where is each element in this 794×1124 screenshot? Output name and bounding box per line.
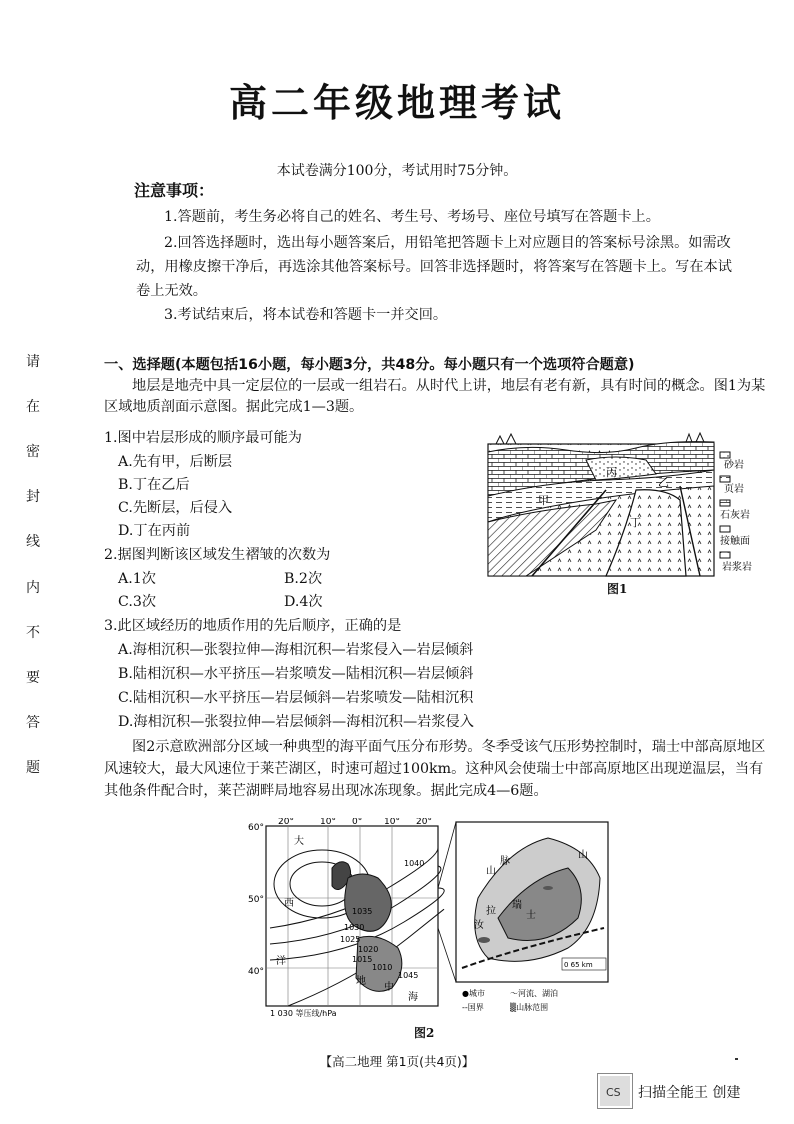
- margin-char: 不: [26, 624, 40, 641]
- margin-char: 请: [26, 354, 40, 370]
- question-1-stem: 1.图中岩层形成的顺序最可能为: [104, 430, 302, 446]
- map-text: 大: [294, 836, 304, 847]
- isobar-label: 1040: [404, 859, 425, 868]
- question-3-option-c: C.陆相沉积—水平挤压—岩层倾斜—岩浆喷发—陆相沉积: [118, 690, 474, 706]
- inset-legend-city: ●城市: [462, 989, 485, 998]
- isobar-label: 1010: [372, 963, 393, 972]
- margin-char: 要: [26, 669, 40, 686]
- inset-text: 士: [526, 910, 536, 921]
- geologic-section-figure: [486, 430, 764, 590]
- margin-char: 密: [26, 444, 40, 461]
- inset-legend-border: --国界: [462, 1003, 484, 1012]
- lon-label: 10°: [384, 818, 400, 827]
- lon-label: 0°: [352, 818, 363, 827]
- section-heading: 一、选择题(本题包括16小题，每小题3分，共48分。每小题只有一个选项符合题意): [104, 357, 635, 373]
- map-text: 地: [356, 976, 366, 987]
- inset-text: 瑞: [512, 900, 522, 911]
- inset-text: 拉: [486, 906, 496, 917]
- map-text: 洋: [276, 956, 286, 967]
- margin-char: 内: [26, 579, 40, 596]
- exam-title: 高二年级地理考试: [228, 81, 565, 125]
- lat-label: 60°: [248, 823, 264, 833]
- inset-text: 脉: [500, 856, 510, 867]
- inset-legend-mountain: ▒山脉范围: [510, 1003, 549, 1012]
- legend-swatch-sandstone: [720, 452, 730, 458]
- exam-subtitle: 本试卷满分100分，考试用时75分钟。: [276, 163, 518, 179]
- scanner-logo-text: CS: [606, 1086, 621, 1099]
- intro-paragraph-2: 图2示意欧洲部分区域一种典型的海平面气压分布形势。冬季受该气压形势控制时，瑞士中部高原地区风速较大，最大风速位于莱芒湖区，时速可超过100km。这种风会使瑞士中部高原地区出现逆温层，当有其他条件配合时，莱芒湖畔局地容易出现冰冻现象。据此完成4—6题。: [104, 739, 766, 799]
- lon-label: 20°: [416, 818, 432, 827]
- inset-legend-river: ～河流、湖泊: [510, 989, 558, 998]
- legend-swatch-contact: [720, 526, 730, 532]
- question-3-stem: 3.此区域经历的地质作用的先后顺序，正确的是: [104, 618, 402, 634]
- question-1-option-c: C.先断层，后侵入: [118, 500, 233, 516]
- legend-shale: 页岩: [724, 484, 744, 495]
- isobar-label: 1020: [358, 945, 379, 954]
- figure-2-caption: 图2: [414, 1026, 435, 1040]
- notice-heading: 注意事项：: [134, 181, 215, 200]
- map-text: 西: [284, 898, 294, 909]
- scanner-logo-icon: [597, 1073, 633, 1109]
- question-2-option-d: D.4次: [284, 594, 323, 610]
- lon-label: 20°: [278, 818, 294, 827]
- label-ding: 丁: [630, 516, 641, 529]
- question-3-option-d: D.海相沉积—张裂拉伸—岩层倾斜—海相沉积—岩浆侵入: [118, 714, 474, 730]
- legend-contact-surface: 接触面: [720, 536, 750, 547]
- legend-igneous-rock: 岩浆岩: [722, 562, 752, 573]
- map-text: 中: [384, 982, 394, 993]
- legend-swatch-shale: [720, 476, 730, 482]
- question-3-option-b: B.陆相沉积—水平挤压—岩浆喷发—陆相沉积—岩层倾斜: [118, 666, 474, 682]
- isobar-label: 1030: [344, 923, 365, 932]
- label-yi: 乙: [658, 476, 669, 489]
- margin-char: 题: [26, 759, 40, 776]
- inset-text: 山: [486, 866, 496, 877]
- lon-label: 10°: [320, 818, 336, 827]
- margin-char: 封: [26, 489, 40, 506]
- question-1-option-b: B.丁在乙后: [118, 477, 190, 493]
- notice-item-3: 3.考试结束后，将本试卷和答题卡一并交回。: [164, 307, 448, 323]
- isobar-label: 1035: [352, 907, 373, 916]
- question-1-option-a: A.先有甲，后断层: [118, 454, 233, 470]
- notice-item-2: 2.回答选择题时，选出每小题答案后，用铅笔把答题卡上对应题目的答案标号涂黑。如需改动，用橡皮擦干净后，再选涂其他答案标号。回答非选择题时，将答案写在答题卡上。写在本试卷上无效。: [136, 235, 732, 299]
- scanner-watermark: 扫描全能王 创建: [638, 1085, 741, 1101]
- label-bing: 丙: [606, 466, 617, 479]
- question-2-stem: 2.据图判断该区域发生褶皱的次数为: [104, 547, 331, 563]
- stray-mark: [735, 1058, 738, 1060]
- question-1-option-d: D.丁在丙前: [118, 523, 191, 539]
- isobar-legend: 1 030 等压线/hPa: [270, 1009, 337, 1018]
- isobar-label: 1025: [340, 935, 361, 944]
- isobar-label: 1015: [352, 955, 373, 964]
- margin-char: 在: [26, 399, 40, 416]
- page-footer: 【高二地理 第1页(共4页)】: [319, 1054, 475, 1069]
- intro-paragraph-1: 地层是地壳中具一定层位的一层或一组岩石。从时代上讲，地层有老有新，具有时间的概念。图1为某区域地质剖面示意图。据此完成1—3题。: [104, 378, 766, 415]
- legend-swatch-igneous: [720, 552, 730, 558]
- binding-margin-note: [18, 355, 48, 775]
- inset-text: 汝: [474, 920, 484, 931]
- legend-swatch-limestone: [720, 500, 730, 506]
- question-2-option-a: A.1次: [118, 571, 156, 587]
- europe-pressure-map-figure: [248, 818, 610, 1018]
- margin-char: 答: [26, 714, 40, 731]
- legend-sandstone: 砂岩: [724, 460, 744, 471]
- legend-limestone: 石灰岩: [720, 510, 750, 521]
- map-text: 海: [408, 992, 418, 1003]
- question-2-option-c: C.3次: [118, 594, 157, 610]
- lat-label: 50°: [248, 895, 264, 905]
- inset-text: 山: [578, 850, 588, 861]
- notice-item-1: 1.答题前，考生务必将自己的姓名、考生号、考场号、座位号填写在答题卡上。: [164, 209, 660, 225]
- label-jia: 甲: [538, 494, 549, 507]
- question-2-option-b: B.2次: [284, 571, 323, 587]
- isobar-label: 1045: [398, 971, 419, 980]
- inset-scale: 0 65 km: [564, 961, 593, 969]
- margin-char: 线: [26, 534, 40, 551]
- figure-1-caption: 图1: [607, 582, 628, 596]
- question-3-option-a: A.海相沉积—张裂拉伸—海相沉积—岩浆侵入—岩层倾斜: [118, 642, 474, 658]
- lat-label: 40°: [248, 967, 264, 977]
